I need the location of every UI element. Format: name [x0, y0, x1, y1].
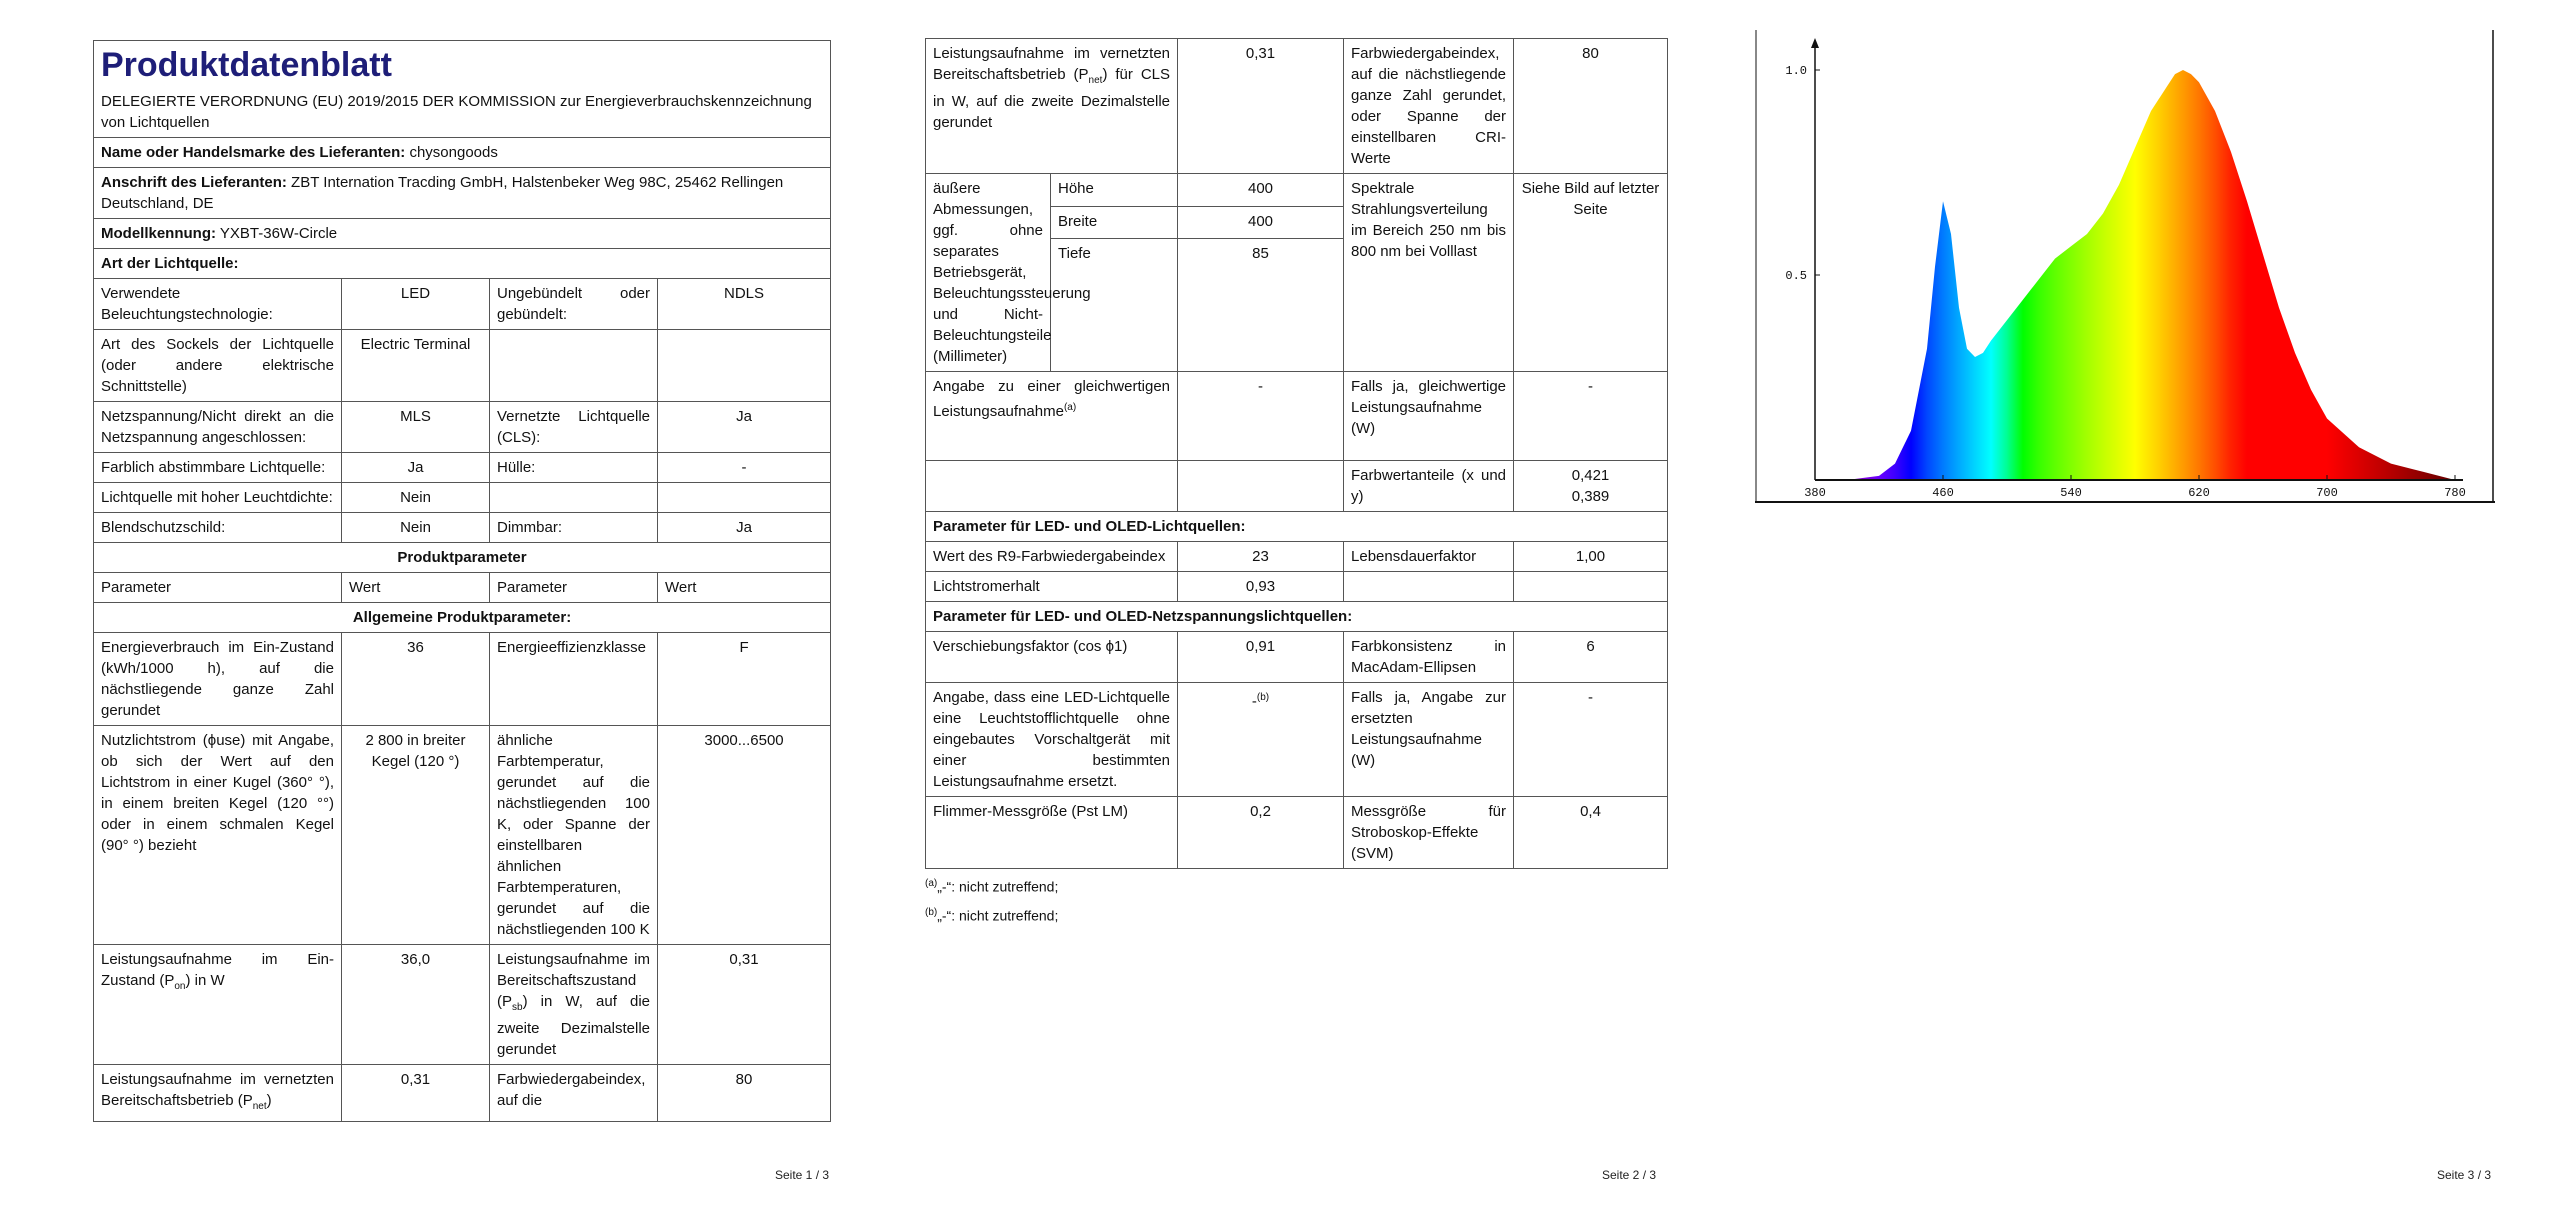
equiv-power-value: -: [1178, 372, 1344, 461]
color-consistency-label: Farbkonsistenz in MacAdam-Ellipsen: [1344, 632, 1514, 683]
mains-value: MLS: [342, 402, 490, 453]
flicker-label: Flimmer-Messgröße (Pst LM): [926, 797, 1178, 869]
supplier-address: ZBT Internation Tracding GmbH, Halstenbeker Weg 98C, 25462 Rellingen Deutschland, DE: [101, 174, 784, 212]
cct-value: 3000...6500: [658, 726, 831, 945]
column-header-param: Parameter: [94, 573, 342, 603]
y-axis-arrow: [1811, 38, 1819, 48]
displacement-factor-label: Verschiebungsfaktor (cos ϕ1): [926, 632, 1178, 683]
dimmable-value: Ja: [658, 513, 831, 543]
replacement-label: Angabe, dass eine LED-Lichtquelle eine Leuchtstofflichtquelle ohne eingebautes Vorschaltgerät mit einer bestimmten Leistungsaufnahme ersetzt.: [926, 683, 1178, 797]
flux-label: Nutzlichtstrom (ϕuse) mit Angabe, ob sich der Wert auf den Lichtstrom in einer Kugel (360° °), in einem breiten Kegel (120 °°) oder in einem schmalen Kegel (90° °) bezieht: [94, 726, 342, 945]
product-params-header: Produktparameter: [94, 543, 831, 573]
replacement-value-text: -: [1251, 693, 1257, 710]
page-title: Produktdatenblatt: [101, 46, 392, 84]
spd-value: Siehe Bild auf letzter Seite: [1514, 174, 1668, 372]
energy-label: Energieverbrauch im Ein-Zustand (kWh/1000 h), auf die nächstliegende ganze Zahl gerundet: [94, 633, 342, 726]
datasheet-table-page-1: [93, 40, 831, 1122]
survival-label: Lebensdauerfaktor: [1344, 542, 1514, 572]
chromaticity-y: 0,389: [1571, 488, 1610, 505]
spectrum-area: [1815, 70, 2455, 480]
cls-label: Vernetzte Lichtquelle (CLS):: [490, 402, 658, 453]
flux-value: 2 800 in breiter Kegel (120 °): [342, 726, 490, 945]
tunable-value: Ja: [342, 453, 490, 483]
tunable-label: Farblich abstimmbare Lichtquelle:: [94, 453, 342, 483]
footnote-a-mark: (a): [925, 878, 938, 889]
y-tick-label: 0.5: [1785, 269, 1807, 283]
empty-cell: [658, 483, 831, 513]
replacement-value: [1178, 683, 1344, 797]
mains-params-header: Parameter für LED- und OLED-Netzspannungslichtquellen:: [926, 602, 1668, 632]
depth-value: 85: [1178, 239, 1344, 372]
p-net-label-tail: ) für CLS in W, auf die zweite Dezimalstelle gerundet: [933, 66, 1171, 131]
footnote-b: [925, 900, 1667, 929]
cri-value: 80: [1514, 39, 1668, 174]
bundled-label: Ungebündelt oder gebündelt:: [490, 279, 658, 330]
p-net-label-tail: ): [266, 1092, 272, 1109]
equiv-footnote-ref: (a): [1063, 402, 1077, 413]
chromaticity-label: Farbwertanteile (x und y): [1344, 461, 1514, 512]
survival-value: 1,00: [1514, 542, 1668, 572]
regulation-text: DELEGIERTE VERORDNUNG (EU) 2019/2015 DER KOMMISSION zur Energieverbrauchskennzeichnung von Lichtquellen: [101, 93, 812, 131]
r9-label: Wert des R9-Farbwiedergabeindex: [926, 542, 1178, 572]
equiv-yes-label: Falls ja, gleichwertige Leistungsaufnahme (W): [1344, 372, 1514, 461]
supplier-name-label: Name oder Handelsmarke des Lieferanten:: [101, 144, 406, 161]
empty-cell: [1178, 461, 1344, 512]
p-net-label-text: Leistungsaufnahme im vernetzten Bereitschaftsbetrieb (P: [101, 1071, 334, 1109]
x-tick-label: 460: [1932, 486, 1954, 500]
bundled-value: NDLS: [658, 279, 831, 330]
high-luminance-label: Lichtquelle mit hoher Leuchtdichte:: [94, 483, 342, 513]
p-net-label-text: Leistungsaufnahme im vernetzten Bereitschaftsbetrieb (P: [933, 45, 1171, 83]
p-sb-value: 0,31: [658, 945, 831, 1065]
page-number-3: Seite 3 / 3: [2437, 1168, 2492, 1182]
dimmable-label: Dimmbar:: [490, 513, 658, 543]
antiglare-value: Nein: [342, 513, 490, 543]
tech-value: LED: [342, 279, 490, 330]
p-on-label-text: Leistungsaufnahme im Ein-Zustand (P: [101, 951, 334, 989]
empty-cell: [926, 461, 1178, 512]
empty-cell: [658, 330, 831, 402]
p-net-label: [94, 1065, 342, 1122]
column-header-value: Wert: [342, 573, 490, 603]
cls-value: Ja: [658, 402, 831, 453]
column-header-param: Parameter: [490, 573, 658, 603]
footnote-a-text: „-“: nicht zutreffend;: [937, 878, 1059, 895]
supplier-name: chysongoods: [409, 144, 498, 161]
chromaticity-value: [1514, 461, 1668, 512]
envelope-label: Hülle:: [490, 453, 658, 483]
p-sb-label-tail: ) in W, auf die zweite Dezimalstelle gerundet: [497, 993, 650, 1058]
width-value: 400: [1178, 206, 1344, 239]
color-consistency-value: 6: [1514, 632, 1668, 683]
header-cell: [94, 41, 831, 138]
svm-label: Messgröße für Stroboskop-Effekte (SVM): [1344, 797, 1514, 869]
equiv-yes-value: -: [1514, 372, 1668, 461]
light-source-type-header: Art der Lichtquelle:: [94, 249, 831, 279]
r9-value: 23: [1178, 542, 1344, 572]
p-on-sub: on: [174, 981, 186, 992]
dimensions-label: äußere Abmessungen, ggf. ohne separates Betriebsgerät, Beleuchtungssteuerung und Nicht-Beleuchtungsteile (Millimeter): [926, 174, 1051, 372]
p-net-sub: net: [252, 1101, 267, 1112]
tech-label: Verwendete Beleuchtungstechnologie:: [94, 279, 342, 330]
empty-cell: [1344, 572, 1514, 602]
equiv-power-label: [926, 372, 1178, 461]
x-tick-label: 700: [2316, 486, 2338, 500]
x-tick-label: 540: [2060, 486, 2082, 500]
cri-value: 80: [658, 1065, 831, 1122]
antiglare-label: Blendschutzschild:: [94, 513, 342, 543]
socket-label: Art des Sockels der Lichtquelle (oder andere elektrische Schnittstelle): [94, 330, 342, 402]
replacement-footnote-ref: (b): [1256, 692, 1270, 703]
height-value: 400: [1178, 174, 1344, 207]
flicker-value: 0,2: [1178, 797, 1344, 869]
model-label: Modellkennung:: [101, 225, 216, 242]
datasheet-table-page-2: [925, 38, 1668, 869]
cri-label: Farbwiedergabeindex, auf die: [490, 1065, 658, 1122]
lumen-maintenance-label: Lichtstromerhalt: [926, 572, 1178, 602]
spd-label: Spektrale Strahlungsverteilung im Bereich 250 nm bis 800 nm bei Volllast: [1344, 174, 1514, 372]
footnote-a: [925, 871, 1667, 900]
cct-label: ähnliche Farbtemperatur, gerundet auf die nächstliegenden 100 K, oder Spanne der einstellbaren ähnlichen Farbtemperaturen, gerundet auf die nächstliegenden 100 K: [490, 726, 658, 945]
p-net-sub: net: [1088, 75, 1103, 86]
datasheet-page-2: [925, 38, 1667, 928]
lumen-maintenance-value: 0,93: [1178, 572, 1344, 602]
p-sb-sub: sb: [512, 1002, 523, 1013]
supplier-address-row: [94, 168, 831, 219]
ee-class-value: F: [658, 633, 831, 726]
p-on-value: 36,0: [342, 945, 490, 1065]
y-tick-label: 1.0: [1785, 64, 1807, 78]
footnote-b-mark: (b): [925, 906, 938, 918]
height-label: Höhe: [1051, 174, 1178, 207]
ee-class-label: Energieeffizienzklasse: [490, 633, 658, 726]
p-on-label: [94, 945, 342, 1065]
model-id: YXBT-36W-Circle: [219, 225, 338, 242]
energy-value: 36: [342, 633, 490, 726]
replacement-yes-value: -: [1514, 683, 1668, 797]
p-net-value: 0,31: [342, 1065, 490, 1122]
equiv-power-label-text: Angabe zu einer gleichwertigen Leistungsaufnahme: [933, 378, 1171, 420]
mains-label: Netzspannung/Nicht direkt an die Netzspannung angeschlossen:: [94, 402, 342, 453]
page-number-1: Seite 1 / 3: [775, 1168, 830, 1182]
model-row: [94, 219, 831, 249]
x-tick-label: 780: [2444, 486, 2466, 500]
empty-cell: [490, 330, 658, 402]
width-label: Breite: [1051, 206, 1178, 239]
displacement-factor-value: 0,91: [1178, 632, 1344, 683]
spectral-distribution-chart: [1755, 30, 2495, 510]
datasheet-page-3: [1755, 30, 2495, 515]
x-tick-label: 620: [2188, 486, 2210, 500]
general-params-header: Allgemeine Produktparameter:: [94, 603, 831, 633]
p-on-label-tail: ) in W: [185, 972, 225, 989]
svm-value: 0,4: [1514, 797, 1668, 869]
socket-value: Electric Terminal: [342, 330, 490, 402]
led-params-header: Parameter für LED- und OLED-Lichtquellen:: [926, 512, 1668, 542]
cri-label: Farbwiedergabeindex, auf die nächstliegende ganze Zahl gerundet, oder Spanne der einstellbaren CRI-Werte: [1344, 39, 1514, 174]
chromaticity-x: 0,421: [1571, 467, 1610, 484]
datasheet-page-1: [93, 40, 830, 1122]
page-number-2: Seite 2 / 3: [1602, 1168, 1657, 1182]
p-net-value: 0,31: [1178, 39, 1344, 174]
p-net-label: [926, 39, 1178, 174]
high-luminance-value: Nein: [342, 483, 490, 513]
envelope-value: -: [658, 453, 831, 483]
supplier-address-label: Anschrift des Lieferanten:: [101, 174, 287, 191]
replacement-yes-label: Falls ja, Angabe zur ersetzten Leistungsaufnahme (W): [1344, 683, 1514, 797]
empty-cell: [1514, 572, 1668, 602]
p-sb-label-text: Leistungsaufnahme im Bereitschaftszustand (P: [497, 951, 650, 1010]
column-header-value: Wert: [658, 573, 831, 603]
p-sb-label: [490, 945, 658, 1065]
depth-label: Tiefe: [1051, 239, 1178, 372]
x-tick-label: 380: [1804, 486, 1826, 500]
supplier-name-row: [94, 138, 831, 168]
footnote-b-text: „-“: nicht zutreffend;: [937, 907, 1059, 924]
empty-cell: [490, 483, 658, 513]
